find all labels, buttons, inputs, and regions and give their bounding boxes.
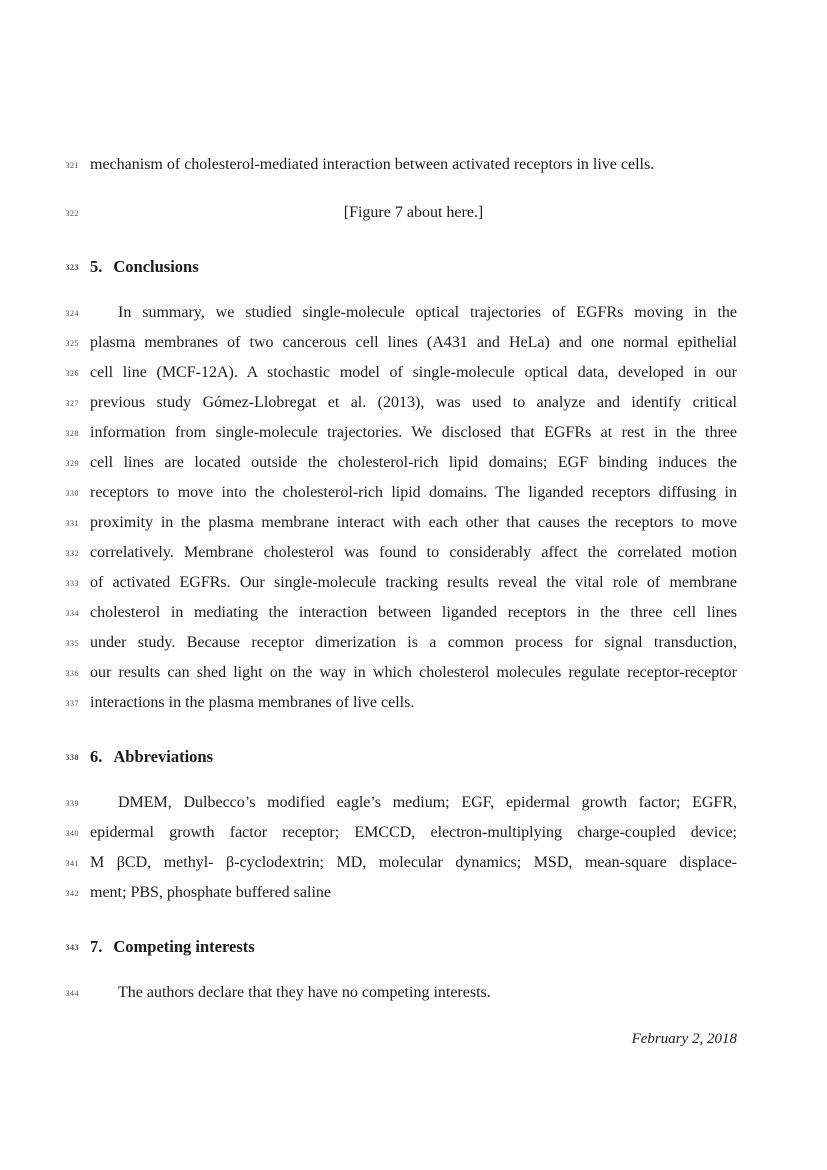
text-line bbox=[65, 848, 737, 878]
text-line bbox=[65, 388, 737, 418]
line-text: cholesterol in mediating the interaction between liganded receptors in the three cell lines bbox=[90, 604, 737, 621]
heading-text bbox=[90, 932, 737, 962]
line-text: our results can shed light on the way in which cholesterol molecules regulate receptor-receptor bbox=[90, 664, 737, 681]
margin-line-number: 344 bbox=[65, 989, 79, 998]
line-text: cell lines are located outside the cholesterol-rich lipid domains; EGF binding induces the bbox=[90, 454, 737, 471]
margin-line-number: 342 bbox=[65, 889, 79, 898]
line-text: M βCD, methyl- β-cyclodextrin; MD, molecular dynamics; MSD, mean-square displace- bbox=[90, 854, 737, 871]
line-text: proximity in the plasma membrane interact with each other that causes the receptors to move bbox=[90, 514, 737, 531]
text-line bbox=[65, 478, 737, 508]
text-line bbox=[65, 978, 737, 1008]
line-text: ment; PBS, phosphate buffered saline bbox=[90, 884, 331, 901]
line-text: In summary, we studied single-molecule optical trajectories of EGFRs moving in the bbox=[118, 304, 737, 321]
heading-title: Abbreviations bbox=[113, 747, 214, 766]
line-text: plasma membranes of two cancerous cell lines (A431 and HeLa) and one normal epithelial bbox=[90, 334, 737, 351]
text-line bbox=[65, 628, 737, 658]
heading-number: 5. bbox=[90, 257, 103, 276]
heading-number: 6. bbox=[90, 747, 103, 766]
margin-line-number: 343 bbox=[65, 943, 79, 952]
margin-line-number: 340 bbox=[65, 829, 79, 838]
line-text: interactions in the plasma membranes of live cells. bbox=[90, 694, 415, 711]
text-line bbox=[65, 418, 737, 448]
line-text: under study. Because receptor dimerization is a common process for signal transduction, bbox=[90, 634, 737, 651]
heading-line bbox=[65, 932, 737, 962]
margin-line-number: 324 bbox=[65, 309, 79, 318]
line-text: receptors to move into the cholesterol-rich lipid domains. The liganded receptors diffusing in bbox=[90, 484, 737, 501]
heading-line bbox=[65, 252, 737, 282]
text-line bbox=[65, 688, 737, 718]
text-line bbox=[65, 358, 737, 388]
paragraph bbox=[65, 788, 737, 908]
margin-line-number: 322 bbox=[65, 209, 79, 218]
line-text: mechanism of cholesterol-mediated interaction between activated receptors in live cells. bbox=[90, 156, 655, 173]
margin-line-number: 325 bbox=[65, 339, 79, 348]
text-line bbox=[65, 328, 737, 358]
margin-line-number: 332 bbox=[65, 549, 79, 558]
figure-placeholder bbox=[65, 198, 737, 228]
margin-line-number: 328 bbox=[65, 429, 79, 438]
margin-line-number: 337 bbox=[65, 699, 79, 708]
text-line bbox=[65, 788, 737, 818]
line-text: information from single-molecule trajectories. We disclosed that EGFRs at rest in the three bbox=[90, 424, 737, 441]
text-line bbox=[65, 538, 737, 568]
line-text: epidermal growth factor receptor; EMCCD, electron-multiplying charge-coupled device; bbox=[90, 824, 737, 841]
heading-number: 7. bbox=[90, 937, 103, 956]
margin-line-number: 331 bbox=[65, 519, 79, 528]
line-text: [Figure 7 about here.] bbox=[343, 204, 484, 221]
line-text: correlatively. Membrane cholesterol was found to considerably affect the correlated motion bbox=[90, 544, 737, 561]
section-heading bbox=[65, 252, 737, 282]
text-line bbox=[65, 568, 737, 598]
paragraph bbox=[65, 150, 737, 180]
text-line bbox=[65, 598, 737, 628]
line-text: The authors declare that they have no competing interests. bbox=[118, 984, 491, 1001]
margin-line-number: 330 bbox=[65, 489, 79, 498]
text-line bbox=[65, 508, 737, 538]
margin-line-number: 321 bbox=[65, 161, 79, 170]
footer-date: February 2, 2018 bbox=[631, 1031, 737, 1047]
heading-title: Conclusions bbox=[113, 257, 199, 276]
line-text: previous study Gómez-Llobregat et al. (2013), was used to analyze and identify critical bbox=[90, 394, 737, 411]
text-line bbox=[65, 448, 737, 478]
paragraph bbox=[65, 978, 737, 1008]
margin-line-number: 339 bbox=[65, 799, 79, 808]
margin-line-number: 334 bbox=[65, 609, 79, 618]
margin-line-number: 336 bbox=[65, 669, 79, 678]
margin-line-number: 323 bbox=[65, 263, 79, 272]
margin-line-number: 341 bbox=[65, 859, 79, 868]
line-text: DMEM, Dulbecco’s modified eagle’s medium; EGF, epidermal growth factor; EGFR, bbox=[118, 794, 737, 811]
heading-text bbox=[90, 252, 737, 282]
line-text: of activated EGFRs. Our single-molecule tracking results reveal the vital role of membrane bbox=[90, 574, 737, 591]
paragraph bbox=[65, 298, 737, 718]
margin-line-number: 338 bbox=[65, 753, 79, 762]
text-line bbox=[65, 298, 737, 328]
section-heading bbox=[65, 742, 737, 772]
text-line bbox=[65, 818, 737, 848]
line-text: cell line (MCF-12A). A stochastic model of single-molecule optical data, developed in our bbox=[90, 364, 737, 381]
heading-text bbox=[90, 742, 737, 772]
text-line bbox=[65, 658, 737, 688]
margin-line-number: 335 bbox=[65, 639, 79, 648]
heading-line bbox=[65, 742, 737, 772]
text-line bbox=[65, 150, 737, 180]
text-line bbox=[65, 878, 737, 908]
margin-line-number: 326 bbox=[65, 369, 79, 378]
margin-line-number: 329 bbox=[65, 459, 79, 468]
margin-line-number: 327 bbox=[65, 399, 79, 408]
margin-line-number: 333 bbox=[65, 579, 79, 588]
text-line bbox=[65, 198, 737, 228]
heading-title: Competing interests bbox=[113, 937, 255, 956]
section-heading bbox=[65, 932, 737, 962]
text-column bbox=[65, 0, 737, 1054]
